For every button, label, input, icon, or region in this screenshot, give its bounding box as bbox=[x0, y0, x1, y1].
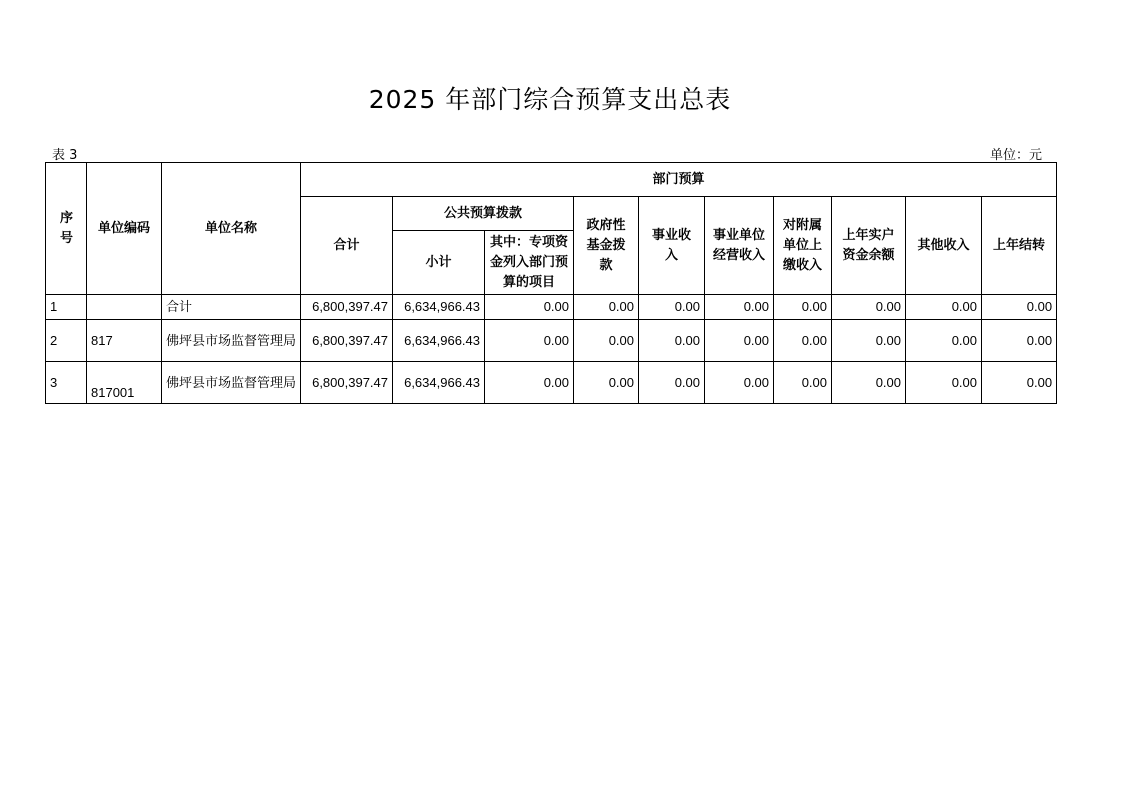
cell-gov-fund: 0.00 bbox=[574, 362, 639, 404]
cell-gov-fund: 0.00 bbox=[574, 295, 639, 320]
header-prior-carryover: 上年结转 bbox=[982, 197, 1057, 295]
header-total: 合计 bbox=[301, 197, 393, 295]
header-name: 单位名称 bbox=[162, 163, 301, 295]
cell-operating-income: 0.00 bbox=[705, 362, 774, 404]
cell-subtotal: 6,634,966.43 bbox=[393, 362, 485, 404]
cell-total: 6,800,397.47 bbox=[301, 295, 393, 320]
cell-other-income: 0.00 bbox=[906, 320, 982, 362]
cell-other-income: 0.00 bbox=[906, 362, 982, 404]
cell-seq: 2 bbox=[46, 320, 87, 362]
header-public-budget: 公共预算拨款 bbox=[393, 197, 574, 231]
cell-gov-fund: 0.00 bbox=[574, 320, 639, 362]
table-row bbox=[46, 320, 1057, 362]
cell-code: 817 bbox=[87, 320, 162, 362]
cell-special: 0.00 bbox=[485, 362, 574, 404]
header-affiliated-income: 对附属单位上缴收入 bbox=[774, 197, 832, 295]
cell-business-income: 0.00 bbox=[639, 295, 705, 320]
cell-special: 0.00 bbox=[485, 295, 574, 320]
cell-seq: 1 bbox=[46, 295, 87, 320]
header-business-income: 事业收入 bbox=[639, 197, 705, 295]
cell-business-income: 0.00 bbox=[639, 320, 705, 362]
cell-business-income: 0.00 bbox=[639, 362, 705, 404]
cell-affiliated-income: 0.00 bbox=[774, 362, 832, 404]
header-dept-budget: 部门预算 bbox=[301, 163, 1057, 197]
cell-special: 0.00 bbox=[485, 320, 574, 362]
table-number: 表 3 bbox=[52, 148, 78, 163]
cell-affiliated-income: 0.00 bbox=[774, 295, 832, 320]
budget-table bbox=[45, 162, 1057, 404]
cell-subtotal: 6,634,966.43 bbox=[393, 320, 485, 362]
header-gov-fund: 政府性基金拨款 bbox=[574, 197, 639, 295]
cell-name: 佛坪县市场监督管理局 bbox=[162, 320, 301, 362]
cell-prior-carryover: 0.00 bbox=[982, 362, 1057, 404]
header-other-income: 其他收入 bbox=[906, 197, 982, 295]
unit-label: 单位：元 bbox=[989, 148, 1042, 163]
cell-name: 佛坪县市场监督管理局 bbox=[162, 362, 301, 404]
cell-operating-income: 0.00 bbox=[705, 295, 774, 320]
cell-name: 合计 bbox=[162, 295, 301, 320]
page-title: 2025 年部门综合预算支出总表 bbox=[368, 85, 732, 114]
header-subtotal: 小计 bbox=[393, 231, 485, 295]
header-prior-balance: 上年实户资金余额 bbox=[832, 197, 906, 295]
cell-code: 817001 bbox=[87, 362, 162, 404]
cell-total: 6,800,397.47 bbox=[301, 320, 393, 362]
cell-prior-balance: 0.00 bbox=[832, 362, 906, 404]
cell-affiliated-income: 0.00 bbox=[774, 320, 832, 362]
cell-prior-carryover: 0.00 bbox=[982, 320, 1057, 362]
cell-subtotal: 6,634,966.43 bbox=[393, 295, 485, 320]
cell-operating-income: 0.00 bbox=[705, 320, 774, 362]
header-operating-income: 事业单位经营收入 bbox=[705, 197, 774, 295]
cell-prior-balance: 0.00 bbox=[832, 295, 906, 320]
cell-seq: 3 bbox=[46, 362, 87, 404]
cell-prior-carryover: 0.00 bbox=[982, 295, 1057, 320]
table-row bbox=[46, 295, 1057, 320]
cell-prior-balance: 0.00 bbox=[832, 320, 906, 362]
header-code: 单位编码 bbox=[87, 163, 162, 295]
cell-other-income: 0.00 bbox=[906, 295, 982, 320]
cell-total: 6,800,397.47 bbox=[301, 362, 393, 404]
table-row bbox=[46, 362, 1057, 404]
header-seq: 序号 bbox=[46, 163, 87, 295]
cell-code bbox=[87, 295, 162, 320]
header-special: 其中：专项资金列入部门预算的项目 bbox=[485, 231, 574, 295]
